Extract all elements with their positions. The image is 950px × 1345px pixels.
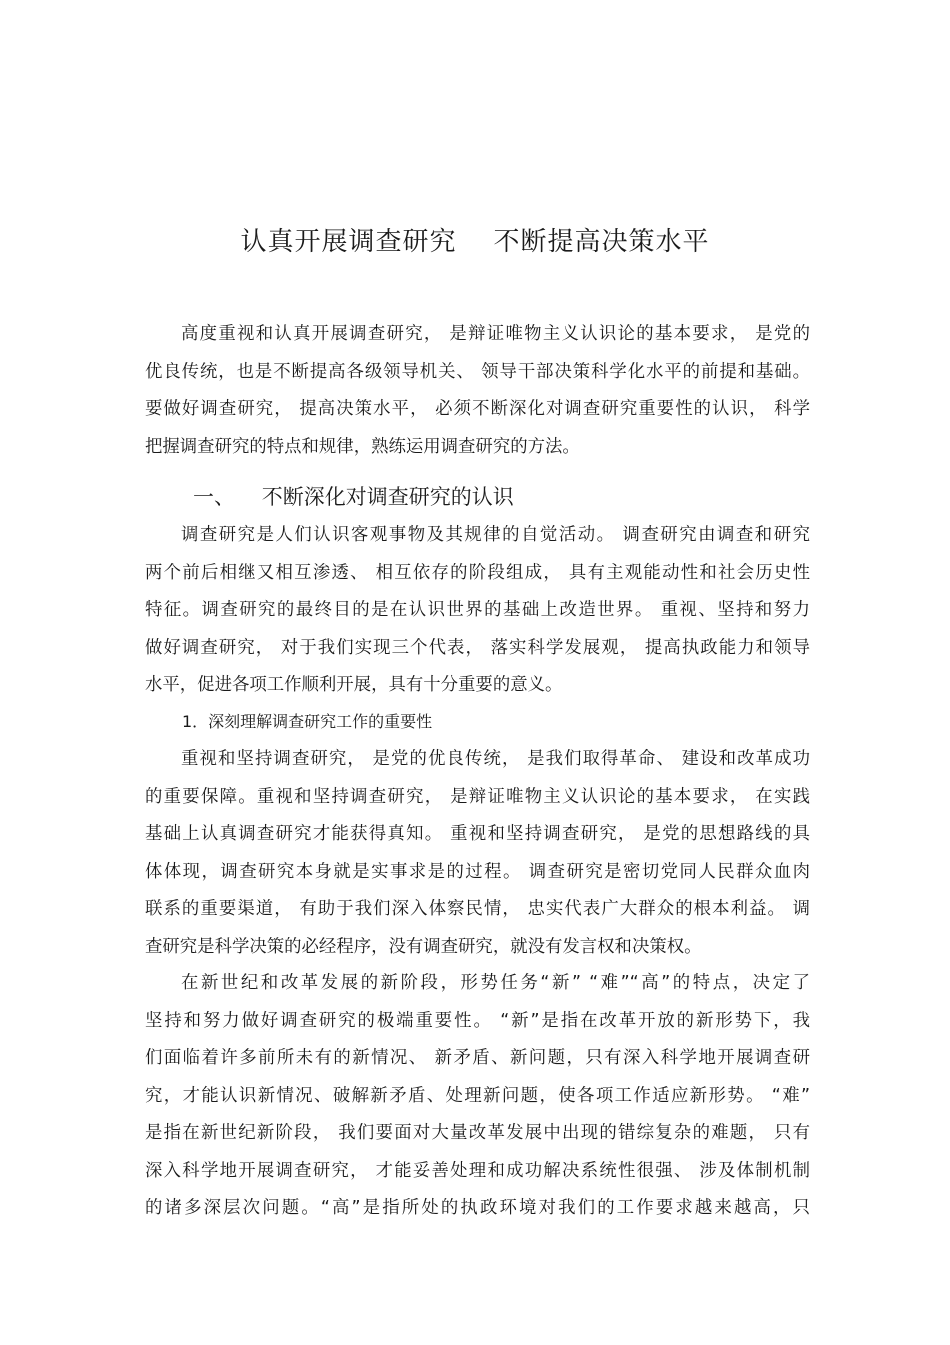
text-line: 两个前后相继又相互渗透、 相互依存的阶段组成， 具有主观能动性和社会历史性 [145,562,810,583]
intro-paragraph [145,316,810,466]
text-line: 查研究是科学决策的必经程序，没有调查研究，就没有发言权和决策权。 [145,936,702,957]
text-line: 特征。调查研究的最终目的是在认识世界的基础上改造世界。 重视、坚持和努力 [145,600,810,620]
text-line: 水平，促进各项工作顺利开展，具有十分重要的意义。 [145,675,563,695]
text-line: 基础上认真调查研究才能获得真知。 重视和坚持调查研究， 是党的思想路线的具 [145,824,810,844]
text-line: 优良传统，也是不断提高各级领导机关、 领导干部决策科学化水平的前提和基础。 [145,361,810,382]
text-line: 在新世纪和改革发展的新阶段，形势任务“新” “难”“高”的特点，决定了 [181,973,810,993]
text-line: 要做好调查研究， 提高决策水平， 必须不断深化对调查研究重要性的认识， 科学 [145,399,810,419]
section-heading: 一、 不断深化对调查研究的认识 [193,485,514,509]
subsection-paragraph-1 [145,741,810,966]
subsection-heading: 1．深刻理解调查研究工作的重要性 [182,712,433,731]
section-paragraph [145,517,810,705]
text-line: 坚持和努力做好调查研究的极端重要性。 “新”是指在改革开放的新形势下，我 [145,1010,810,1031]
text-line: 是指在新世纪新阶段， 我们要面对大量改革发展中出现的错综复杂的难题， 只有 [145,1123,810,1143]
text-line: 做好调查研究， 对于我们实现三个代表， 落实科学发展观， 提高执政能力和领导 [145,637,810,658]
text-line: 究，才能认识新情况、破解新矛盾、处理新问题，使各项工作适应新形势。 “难” [145,1085,810,1106]
text-line: 高度重视和认真开展调查研究， 是辩证唯物主义认识论的基本要求， 是党的 [181,324,810,344]
document-title: 认真开展调查研究 不断提高决策水平 [240,227,710,257]
text-line: 的重要保障。重视和坚持调查研究， 是辩证唯物主义认识论的基本要求， 在实践 [145,786,810,807]
text-line: 们面临着许多前所未有的新情况、 新矛盾、新问题，只有深入科学地开展调查研 [145,1048,810,1068]
text-line: 深入科学地开展调查研究， 才能妥善处理和成功解决系统性很强、 涉及体制机制 [145,1160,810,1181]
text-line: 把握调查研究的特点和规律，熟练运用调查研究的方法。 [145,436,580,457]
text-line: 体体现，调查研究本身就是实事求是的过程。 调查研究是密切党同人民群众血肉 [145,861,810,882]
text-line: 的诸多深层次问题。“高”是指所处的执政环境对我们的工作要求越来越高，只 [145,1198,810,1218]
text-line: 重视和坚持调查研究， 是党的优良传统， 是我们取得革命、 建设和改革成功 [181,749,810,769]
text-line: 调查研究是人们认识客观事物及其规律的自觉活动。 调查研究由调查和研究 [181,525,810,545]
text-line: 联系的重要渠道， 有助于我们深入体察民情， 忠实代表广大群众的根本利益。 调 [145,899,810,919]
subsection-paragraph-2 [145,965,810,1228]
